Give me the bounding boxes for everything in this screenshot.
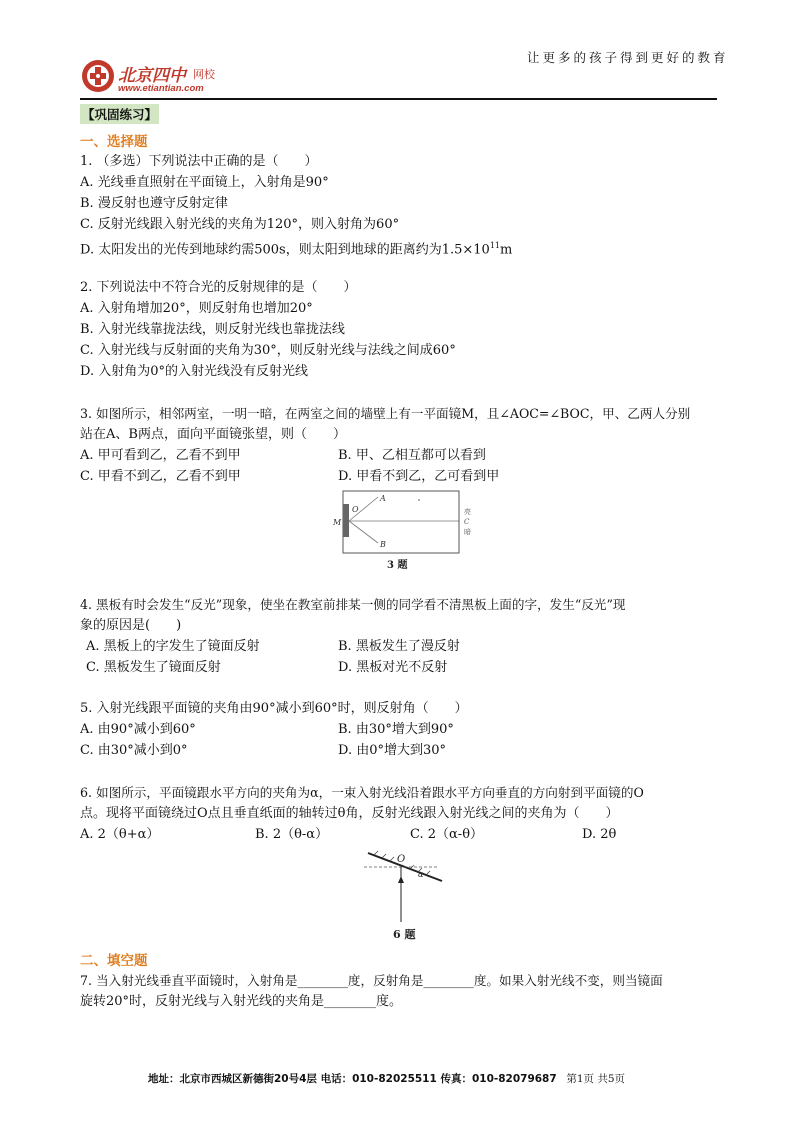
q6-option-a: A. 2（θ+α） (80, 827, 160, 842)
q6-arrow-icon (398, 876, 404, 883)
q3-room-outline (343, 491, 459, 553)
q5-option-b: B. 由30°增大到90° (338, 722, 454, 737)
q6-stem-line1: 6. 如图所示，平面镜跟水平方向的夹角为α，一束入射光线沿着跟水平方向垂直的方向射到平面镜的O (80, 785, 644, 800)
q3-label-dark: 暗 (464, 528, 471, 536)
q4-option-d: D. 黑板对光不反射 (338, 660, 448, 675)
section-choice-title: 一、选择题 (80, 134, 148, 150)
q3-label-c: C (464, 518, 470, 526)
q3-label-m: M (333, 518, 342, 527)
q3-label-o: O (352, 505, 359, 514)
logo-url: www.etiantian.com (118, 83, 204, 94)
q6-figure-caption: 6 题 (393, 928, 416, 941)
q4-stem-line2: 象的原因是( ) (80, 618, 182, 633)
q3-label-a: A (380, 494, 386, 503)
q6-option-b: B. 2（θ-α） (255, 827, 329, 842)
q3-figure (330, 486, 490, 572)
footer-page: 第1页 共5页 (566, 1073, 626, 1085)
q1-option-d (80, 235, 512, 260)
q3-option-d: D. 甲看不到乙，乙可看到甲 (338, 469, 500, 484)
q6-stem-line2: 点。现将平面镜绕过O点且垂直纸面的轴转过θ角，反射光线跟入射光线之间的夹角为（ ） (80, 806, 619, 821)
q1-option-c: C. 反射光线跟入射光线的夹角为120°，则入射角为60° (80, 217, 400, 232)
q3-option-a: A. 甲可看到乙，乙看不到甲 (80, 448, 241, 463)
q2-option-c: C. 入射光线与反射面的夹角为30°，则反射光线与法线之间成60° (80, 343, 456, 358)
q6-option-c: C. 2（α-θ） (410, 827, 484, 842)
q7-line2: 旋转20°时，反射光线与入射光线的夹角是________度。 (80, 994, 403, 1009)
q5-option-c: C. 由30°减小到0° (80, 743, 188, 758)
section-fill-title: 二、填空题 (80, 953, 148, 969)
q2-option-b: B. 入射光线靠拢法线，则反射光线也靠拢法线 (80, 322, 345, 337)
school-logo-icon (80, 58, 116, 94)
q5-option-d: D. 由0°增大到30° (338, 743, 447, 758)
q6-option-d: D. 2θ (582, 827, 617, 842)
q6-label-o: O (397, 854, 406, 865)
q1-stem: 1. （多选）下列说法中正确的是（ ） (80, 154, 318, 169)
footer-address: 地址：北京市西城区新德街20号4层 电话：010-82025511 传真：010-82079687 (148, 1073, 557, 1085)
q1-option-b: B. 漫反射也遵守反射定律 (80, 196, 228, 211)
q3-mirror (343, 504, 349, 537)
q2-stem: 2. 下列说法中不符合光的反射规律的是（ ） (80, 280, 357, 295)
q3-figure-caption: 3 题 (387, 560, 408, 571)
q6-figure (360, 846, 450, 942)
q3-stem-line1: 3. 如图所示，相邻两室，一明一暗，在两室之间的墙壁上有一平面镜M，且∠AOC=∠BOC，甲、乙两人分别 (80, 406, 691, 421)
q3-label-bright: 亮 (464, 508, 471, 516)
q6-label-alpha: α (418, 870, 424, 879)
header-slogan: 让更多的孩子得到更好的教育 (527, 50, 729, 65)
footer (148, 1071, 625, 1086)
q5-stem: 5. 入射光线跟平面镜的夹角由90°减小到60°时，则反射角（ ） (80, 701, 468, 716)
q5-option-a: A. 由90°减小到60° (80, 722, 196, 737)
q4-option-a: A. 黑板上的字发生了镜面反射 (86, 639, 260, 654)
q3-option-b: B. 甲、乙相互都可以看到 (338, 448, 486, 463)
q4-option-b: B. 黑板发生了漫反射 (338, 639, 460, 654)
q3-option-c: C. 甲看不到乙，乙看不到甲 (80, 469, 241, 484)
q1-option-d-unit: m (500, 242, 513, 258)
q2-option-a: A. 入射角增加20°，则反射角也增加20° (80, 301, 313, 316)
q1-option-d-text: D. 太阳发出的光传到地球约需500s，则太阳到地球的距离约为1.5×10 (80, 242, 490, 258)
q3-ray-ob (349, 521, 378, 543)
practice-tag: 【巩固练习】 (80, 104, 159, 124)
q1-option-d-exponent: 11 (489, 241, 501, 250)
logo-name: 北京四中 (118, 66, 186, 86)
q7-line1: 7. 当入射光线垂直平面镜时，入射角是________度，反射角是________度。如果入射光线不变，则当镜面 (80, 973, 663, 988)
q4-stem-line1: 4. 黑板有时会发生“反光”现象，使坐在教室前排某一侧的同学看不清黑板上面的字，发生“反光”现 (80, 597, 626, 612)
q1-option-a: A. 光线垂直照射在平面镜上，入射角是90° (80, 175, 329, 190)
q3-label-b: B (380, 540, 386, 549)
q4-option-c: C. 黑板发生了镜面反射 (86, 660, 221, 675)
logo-net-label: 网校 (193, 68, 215, 81)
q3-stem-line2: 站在A、B两点，面向平面镜张望，则（ ） (80, 427, 346, 442)
header-divider (80, 98, 717, 100)
q2-option-d: D. 入射角为0°的入射光线没有反射光线 (80, 364, 308, 379)
